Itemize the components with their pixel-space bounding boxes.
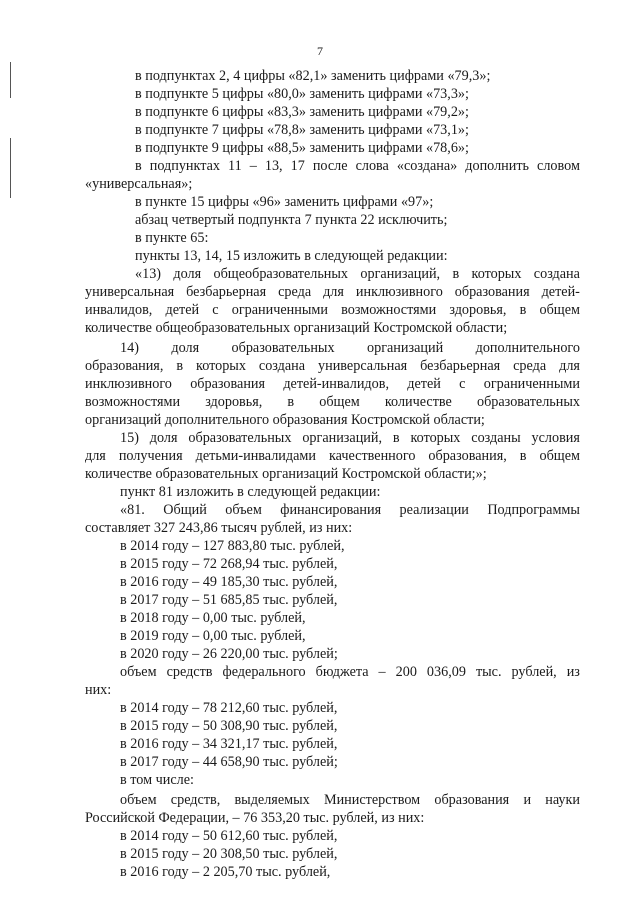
margin-mark: [10, 62, 11, 98]
text-line: количестве образовательных организаций Костромской области;»;: [85, 466, 487, 482]
word: организаций,: [360, 266, 441, 282]
word: доля: [149, 430, 178, 446]
text-line: в 2015 году – 50 308,90 тыс. рублей,: [120, 718, 338, 734]
word: доля: [171, 340, 200, 356]
word: объем: [225, 502, 262, 518]
text-line: [135, 158, 580, 175]
word: и: [523, 792, 532, 808]
word: в: [287, 394, 295, 410]
word: образования: [434, 792, 510, 808]
word: рублей,: [511, 664, 557, 680]
text-line: [120, 792, 580, 809]
word: качественного: [328, 448, 416, 464]
word: среда: [513, 358, 547, 374]
text-line: в том числе:: [120, 772, 194, 788]
text-line: [85, 284, 580, 301]
text-line: в подпункте 9 цифры «88,5» заменить цифрами «78,6»;: [135, 140, 469, 156]
word: общеобразовательных: [213, 266, 349, 282]
word: инклюзивного: [355, 284, 443, 300]
word: Министерством: [323, 792, 421, 808]
word: детей: [165, 302, 200, 318]
word: средств,: [170, 792, 221, 808]
word: выделяемых: [234, 792, 310, 808]
word: словом: [537, 158, 580, 174]
word: безбарьерная: [420, 358, 501, 374]
word: в: [392, 430, 400, 446]
word: которых: [471, 266, 522, 282]
word: образования: [454, 284, 530, 300]
word: созданы: [471, 430, 521, 446]
text-line: [85, 358, 580, 375]
word: среда: [278, 284, 312, 300]
word: 036,09: [426, 664, 466, 680]
word: создана: [258, 358, 306, 374]
word: науки: [545, 792, 580, 808]
word: в: [519, 448, 527, 464]
text-line: в 2014 году – 78 212,60 тыс. рублей,: [120, 700, 338, 716]
text-line: [85, 394, 580, 411]
text-line: в 2018 году – 0,00 тыс. рублей,: [120, 610, 306, 626]
word: общем: [539, 448, 580, 464]
text-line: в подпункте 5 цифры «80,0» заменить цифрами «73,3»;: [135, 86, 469, 102]
word: дополнить: [465, 158, 530, 174]
word: детей-инвалидов,: [283, 376, 389, 392]
text-line: в 2019 году – 0,00 тыс. рублей,: [120, 628, 306, 644]
word: образования,: [428, 448, 507, 464]
word: безбарьерная: [186, 284, 267, 300]
word: образовательных: [231, 340, 335, 356]
word: федерального: [222, 664, 306, 680]
word: слова: [355, 158, 389, 174]
word: реализации: [399, 502, 469, 518]
word: ограниченными: [483, 376, 580, 392]
word: –: [378, 664, 386, 680]
word: образования: [190, 376, 266, 392]
word: условия: [531, 430, 580, 446]
word: инклюзивного: [85, 376, 172, 392]
word: 200: [395, 664, 417, 680]
word: Подпрограммы: [487, 502, 580, 518]
word: образовательных: [188, 430, 292, 446]
word: «создана»: [396, 158, 458, 174]
word: 13,: [264, 158, 283, 174]
word: 11: [228, 158, 242, 174]
word: финансирования: [280, 502, 382, 518]
word: «13): [135, 266, 162, 282]
word: с: [212, 302, 219, 318]
text-line: Российской Федерации, – 76 353,20 тыс. рублей, из них:: [85, 810, 425, 826]
word: 17: [290, 158, 305, 174]
text-line: в подпункте 7 цифры «78,8» заменить цифрами «73,1»;: [135, 122, 469, 138]
word: универсальная: [85, 284, 175, 300]
word: в: [176, 358, 184, 374]
word: получения: [118, 448, 183, 464]
text-line: в 2017 году – 51 685,85 тыс. рублей,: [120, 592, 338, 608]
word: инвалидов,: [85, 302, 153, 318]
word: детей: [407, 376, 441, 392]
text-line: в пункте 15 цифры «96» заменить цифрами «97»;: [135, 194, 434, 210]
page-number: 7: [317, 44, 323, 58]
text-line: [85, 376, 580, 393]
text-line: в 2016 году – 49 185,30 тыс. рублей,: [120, 574, 338, 590]
word: подпунктах: [149, 158, 220, 174]
word: Общий: [163, 502, 207, 518]
word: количестве: [384, 394, 452, 410]
text-line: [85, 302, 580, 319]
text-line: количестве общеобразовательных организаций Костромской области;: [85, 320, 508, 336]
word: общем: [319, 394, 360, 410]
word: детьми-инвалидами: [195, 448, 316, 464]
word: возможностями: [341, 302, 437, 318]
word: для: [85, 448, 106, 464]
text-line: в 2014 году – 127 883,80 тыс. рублей,: [120, 538, 345, 554]
text-line: [120, 664, 580, 681]
text-line: в 2016 году – 2 205,70 тыс. рублей,: [120, 864, 331, 880]
word: организаций,: [302, 430, 383, 446]
text-line: пункт 81 изложить в следующей редакции:: [120, 484, 381, 500]
word: для: [323, 284, 344, 300]
word: здоровья,: [449, 302, 507, 318]
word: средств: [166, 664, 213, 680]
word: в: [452, 266, 460, 282]
word: организаций: [367, 340, 444, 356]
text-line: [85, 448, 580, 465]
text-line: в подпункте 6 цифры «83,3» заменить цифрами «79,2»;: [135, 104, 469, 120]
text-line: [120, 430, 580, 447]
word: ограниченными: [231, 302, 328, 318]
word: бюджета: [315, 664, 369, 680]
word: которых: [196, 358, 246, 374]
word: из: [566, 664, 580, 680]
word: образования,: [85, 358, 164, 374]
word: универсальная: [318, 358, 408, 374]
text-line: «универсальная»;: [85, 176, 193, 192]
text-line: в подпунктах 2, 4 цифры «82,1» заменить цифрами «79,3»;: [135, 68, 491, 84]
text-line: [120, 340, 580, 357]
word: детей-: [541, 284, 580, 300]
text-line: в пункте 65:: [135, 230, 209, 246]
word: тыс.: [475, 664, 502, 680]
word: объем: [120, 792, 157, 808]
word: в: [135, 158, 142, 174]
text-line: в 2020 году – 26 220,00 тыс. рублей;: [120, 646, 338, 662]
word: объем: [120, 664, 157, 680]
text-line: в 2017 году – 44 658,90 тыс. рублей;: [120, 754, 338, 770]
text-line: абзац четвертый подпункта 7 пункта 22 исключить;: [135, 212, 448, 228]
text-line: [120, 502, 580, 519]
text-line: в 2015 году – 20 308,50 тыс. рублей,: [120, 846, 338, 862]
text-line: организаций дополнительного образования Костромской области;: [85, 412, 485, 428]
text-line: в 2016 году – 34 321,17 тыс. рублей,: [120, 736, 338, 752]
word: 15): [120, 430, 139, 446]
word: с: [459, 376, 466, 392]
text-line: пункты 13, 14, 15 изложить в следующей редакции:: [135, 248, 448, 264]
word: дополнительного: [475, 340, 580, 356]
word: здоровья,: [205, 394, 263, 410]
margin-mark: [10, 138, 11, 198]
word: после: [312, 158, 348, 174]
word: создана: [533, 266, 580, 282]
word: доля: [173, 266, 202, 282]
text-line: [135, 266, 580, 283]
text-line: них:: [85, 682, 112, 698]
word: 14): [120, 340, 139, 356]
text-line: составляет 327 243,86 тысяч рублей, из них:: [85, 520, 353, 536]
word: «81.: [120, 502, 145, 518]
word: общем: [539, 302, 580, 318]
text-line: в 2015 году – 72 268,94 тыс. рублей,: [120, 556, 338, 572]
word: которых: [410, 430, 461, 446]
text-line: в 2014 году – 50 612,60 тыс. рублей,: [120, 828, 338, 844]
word: возможностями: [85, 394, 181, 410]
word: образовательных: [476, 394, 580, 410]
word: –: [249, 158, 257, 174]
word: для: [559, 358, 580, 374]
word: в: [519, 302, 527, 318]
